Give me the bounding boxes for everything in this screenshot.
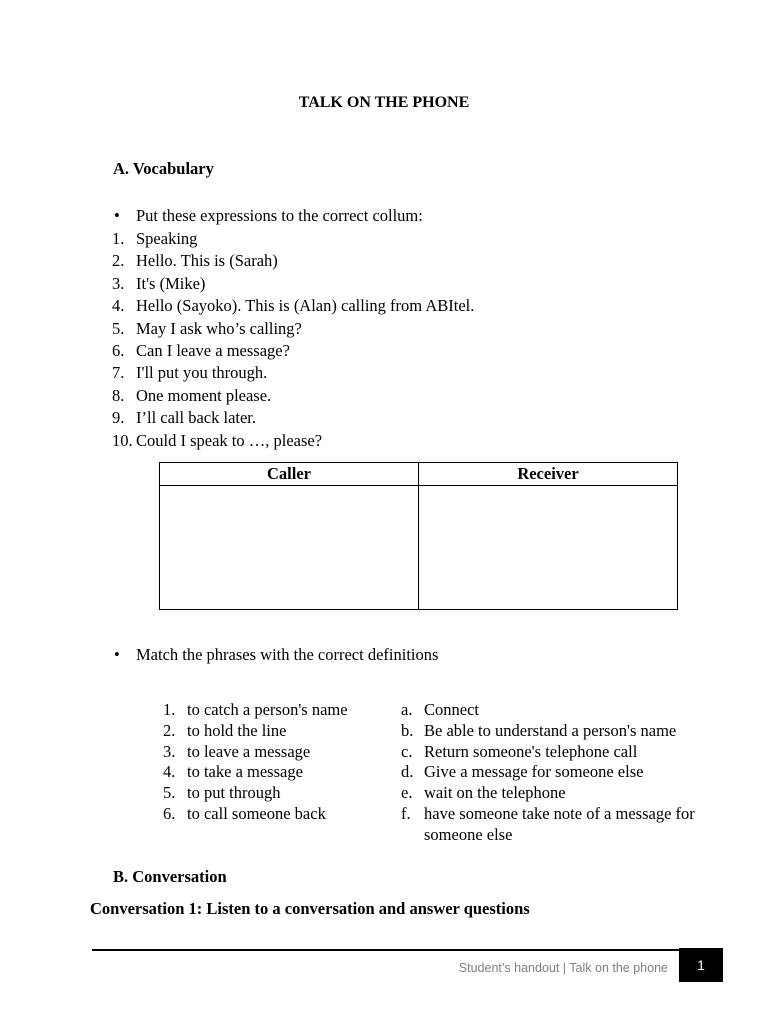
phrase-item-text: to put through	[187, 783, 281, 803]
expression-item	[112, 385, 474, 407]
definition-item-number: f.	[401, 803, 411, 823]
expression-item-text: One moment please.	[136, 385, 272, 405]
expression-item-text: I'll put you through.	[136, 363, 268, 383]
phrase-item-number: 5.	[163, 783, 176, 803]
definition-list	[401, 700, 701, 846]
phrase-item-text: to hold the line	[187, 720, 287, 740]
phrase-item	[163, 762, 348, 783]
vocab-instruction	[114, 206, 423, 226]
expression-item-number: 2.	[112, 251, 125, 271]
receiver-header: Receiver	[419, 463, 678, 486]
footer-text: Student’s handout | Talk on the phone	[458, 961, 668, 975]
definition-item	[401, 762, 701, 783]
expression-item-number: 10.	[112, 430, 133, 450]
definition-item-text: Be able to understand a person's name	[424, 720, 677, 740]
expression-list	[112, 228, 474, 452]
phrase-item-text: to catch a person's name	[187, 700, 348, 719]
phrase-item-text: to call someone back	[187, 803, 326, 823]
phrase-item-number: 3.	[163, 741, 176, 761]
expression-item-number: 7.	[112, 363, 125, 383]
phrase-item-text: to leave a message	[187, 741, 311, 761]
expression-item-text: It's (Mike)	[136, 273, 206, 293]
expression-item-text: Hello (Sayoko). This is (Alan) calling from ABItel.	[136, 296, 475, 316]
definition-item-text: wait on the telephone	[424, 783, 566, 803]
expression-item-number: 5.	[112, 318, 125, 338]
expression-item-number: 1.	[112, 229, 125, 248]
phrase-item	[163, 700, 348, 721]
section-a-title: Vocabulary	[132, 159, 214, 178]
expression-item-number: 9.	[112, 408, 125, 428]
definition-item-number: e.	[401, 783, 413, 803]
expression-item	[112, 318, 474, 340]
phrase-item-number: 6.	[163, 803, 176, 823]
expression-item	[112, 362, 474, 384]
expression-item-text: Speaking	[136, 229, 198, 248]
caller-cell	[160, 486, 419, 610]
expression-item	[112, 340, 474, 362]
definition-item	[401, 804, 701, 846]
caller-header: Caller	[160, 463, 419, 486]
caller-receiver-table	[159, 462, 678, 610]
expression-item-text: I’ll call back later.	[136, 408, 257, 428]
definition-item-text: Connect	[424, 700, 479, 719]
section-b-title: Conversation	[132, 867, 227, 886]
definition-item-text: have someone take note of a message for someone else	[424, 803, 695, 844]
definition-item	[401, 700, 701, 721]
definition-item-text: Give a message for someone else	[424, 762, 644, 782]
definition-item	[401, 742, 701, 763]
section-a-heading	[113, 159, 214, 179]
expression-item-number: 8.	[112, 385, 125, 405]
bullet-icon: •	[114, 206, 120, 225]
definition-item	[401, 783, 701, 804]
expression-item	[112, 295, 474, 317]
expression-item	[112, 228, 474, 250]
conversation-1-label: Conversation 1	[90, 899, 197, 918]
phrase-item-number: 1.	[163, 700, 176, 719]
expression-item-number: 3.	[112, 273, 125, 293]
conversation-1-text: : Listen to a conversation and answer questions	[196, 899, 530, 918]
section-a-label: A.	[113, 159, 130, 178]
definition-item-number: c.	[401, 741, 413, 761]
conversation-1-heading	[90, 899, 530, 919]
section-b-heading	[113, 867, 227, 887]
match-instruction	[114, 645, 439, 665]
expression-item-text: Hello. This is (Sarah)	[136, 251, 278, 271]
expression-item	[112, 407, 474, 429]
phrase-list	[163, 700, 348, 825]
phrase-item	[163, 742, 348, 763]
phrase-item-number: 4.	[163, 762, 176, 782]
expression-item-text: Can I leave a message?	[136, 340, 290, 360]
expression-item-text: May I ask who’s calling?	[136, 318, 302, 338]
section-b-label: B.	[113, 867, 129, 886]
page-number: 1	[679, 948, 723, 982]
expression-item	[112, 273, 474, 295]
match-instruction-text: Match the phrases with the correct definitions	[136, 645, 439, 664]
phrase-item	[163, 783, 348, 804]
definition-item-text: Return someone's telephone call	[424, 741, 638, 761]
definition-item-number: d.	[401, 762, 414, 782]
bullet-icon: •	[114, 645, 120, 664]
expression-item-number: 4.	[112, 296, 125, 316]
phrase-item	[163, 804, 348, 825]
expression-item-text: Could I speak to …, please?	[136, 430, 323, 450]
phrase-item	[163, 721, 348, 742]
receiver-cell	[419, 486, 678, 610]
phrase-item-number: 2.	[163, 720, 176, 740]
expression-item	[112, 430, 474, 452]
expression-item-number: 6.	[112, 340, 125, 360]
vocab-instruction-text: Put these expressions to the correct collum:	[136, 206, 423, 225]
page-title: TALK ON THE PHONE	[298, 94, 470, 111]
definition-item	[401, 721, 701, 742]
footer-divider	[92, 949, 680, 951]
definition-item-number: b.	[401, 720, 414, 740]
expression-item	[112, 250, 474, 272]
phrase-item-text: to take a message	[187, 762, 303, 782]
definition-item-number: a.	[401, 700, 413, 719]
